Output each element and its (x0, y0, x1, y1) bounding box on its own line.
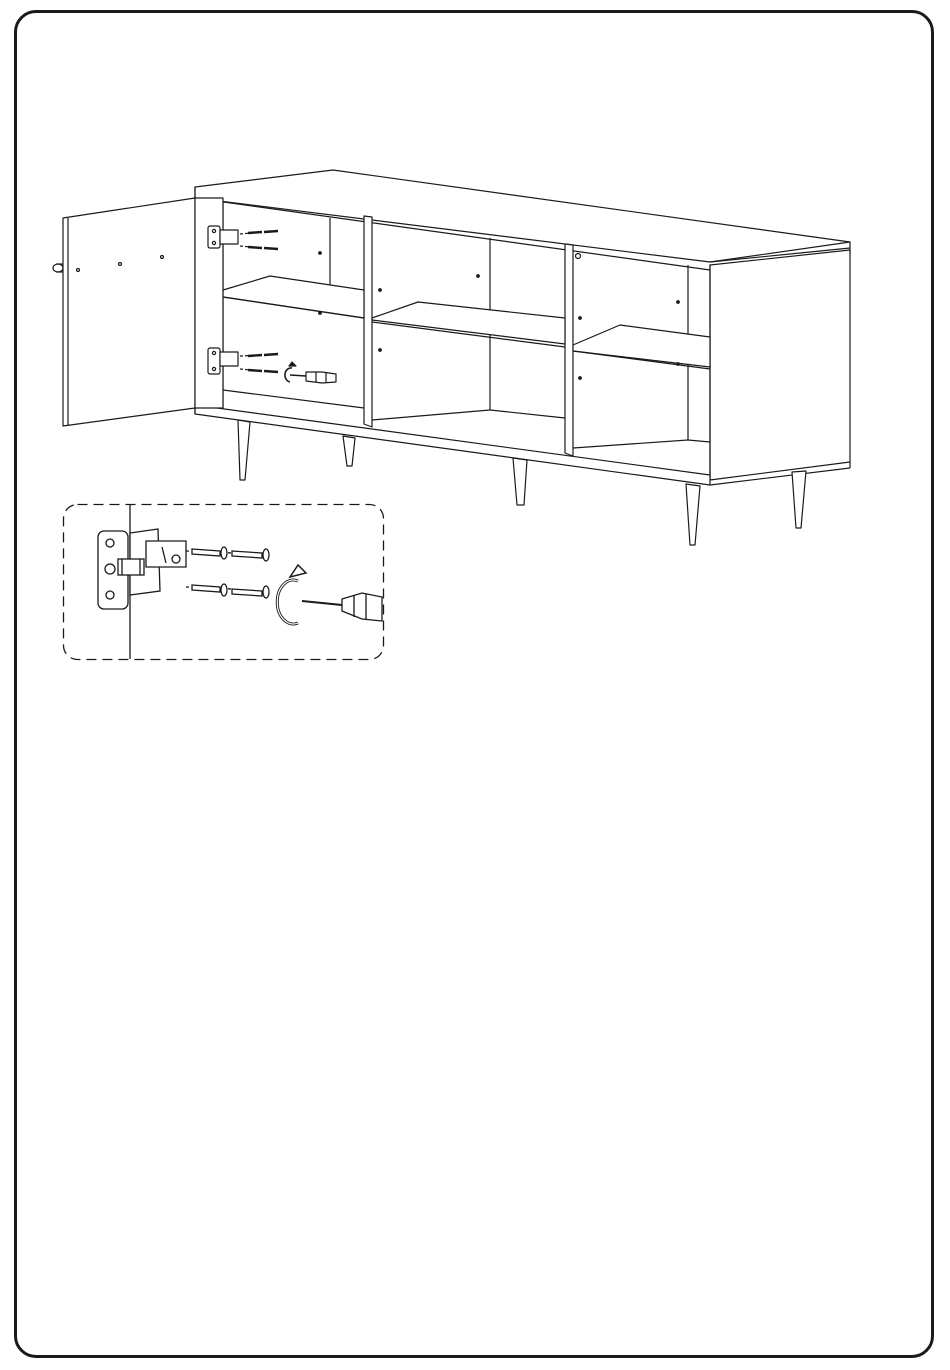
rotation-arrow-detail-icon (277, 580, 298, 624)
screwdriver-detail (342, 593, 382, 621)
leg-5 (792, 471, 806, 528)
right-side-panel (710, 250, 850, 480)
screwdriver (306, 372, 336, 383)
divider-left (364, 216, 372, 427)
top-panel (195, 170, 850, 262)
sideboard-assembly-illustration (0, 0, 950, 560)
leg-1 (238, 420, 250, 480)
hinge-detail-inset (62, 503, 386, 663)
leg-3 (513, 458, 527, 505)
divider-right (565, 244, 573, 456)
bottom-rail (195, 405, 710, 485)
leg-4 (686, 484, 700, 545)
shelf-middle (372, 302, 565, 344)
shelf-left (223, 276, 364, 318)
leg-2 (343, 436, 355, 466)
open-door (63, 198, 195, 426)
shelf-right (573, 325, 710, 367)
